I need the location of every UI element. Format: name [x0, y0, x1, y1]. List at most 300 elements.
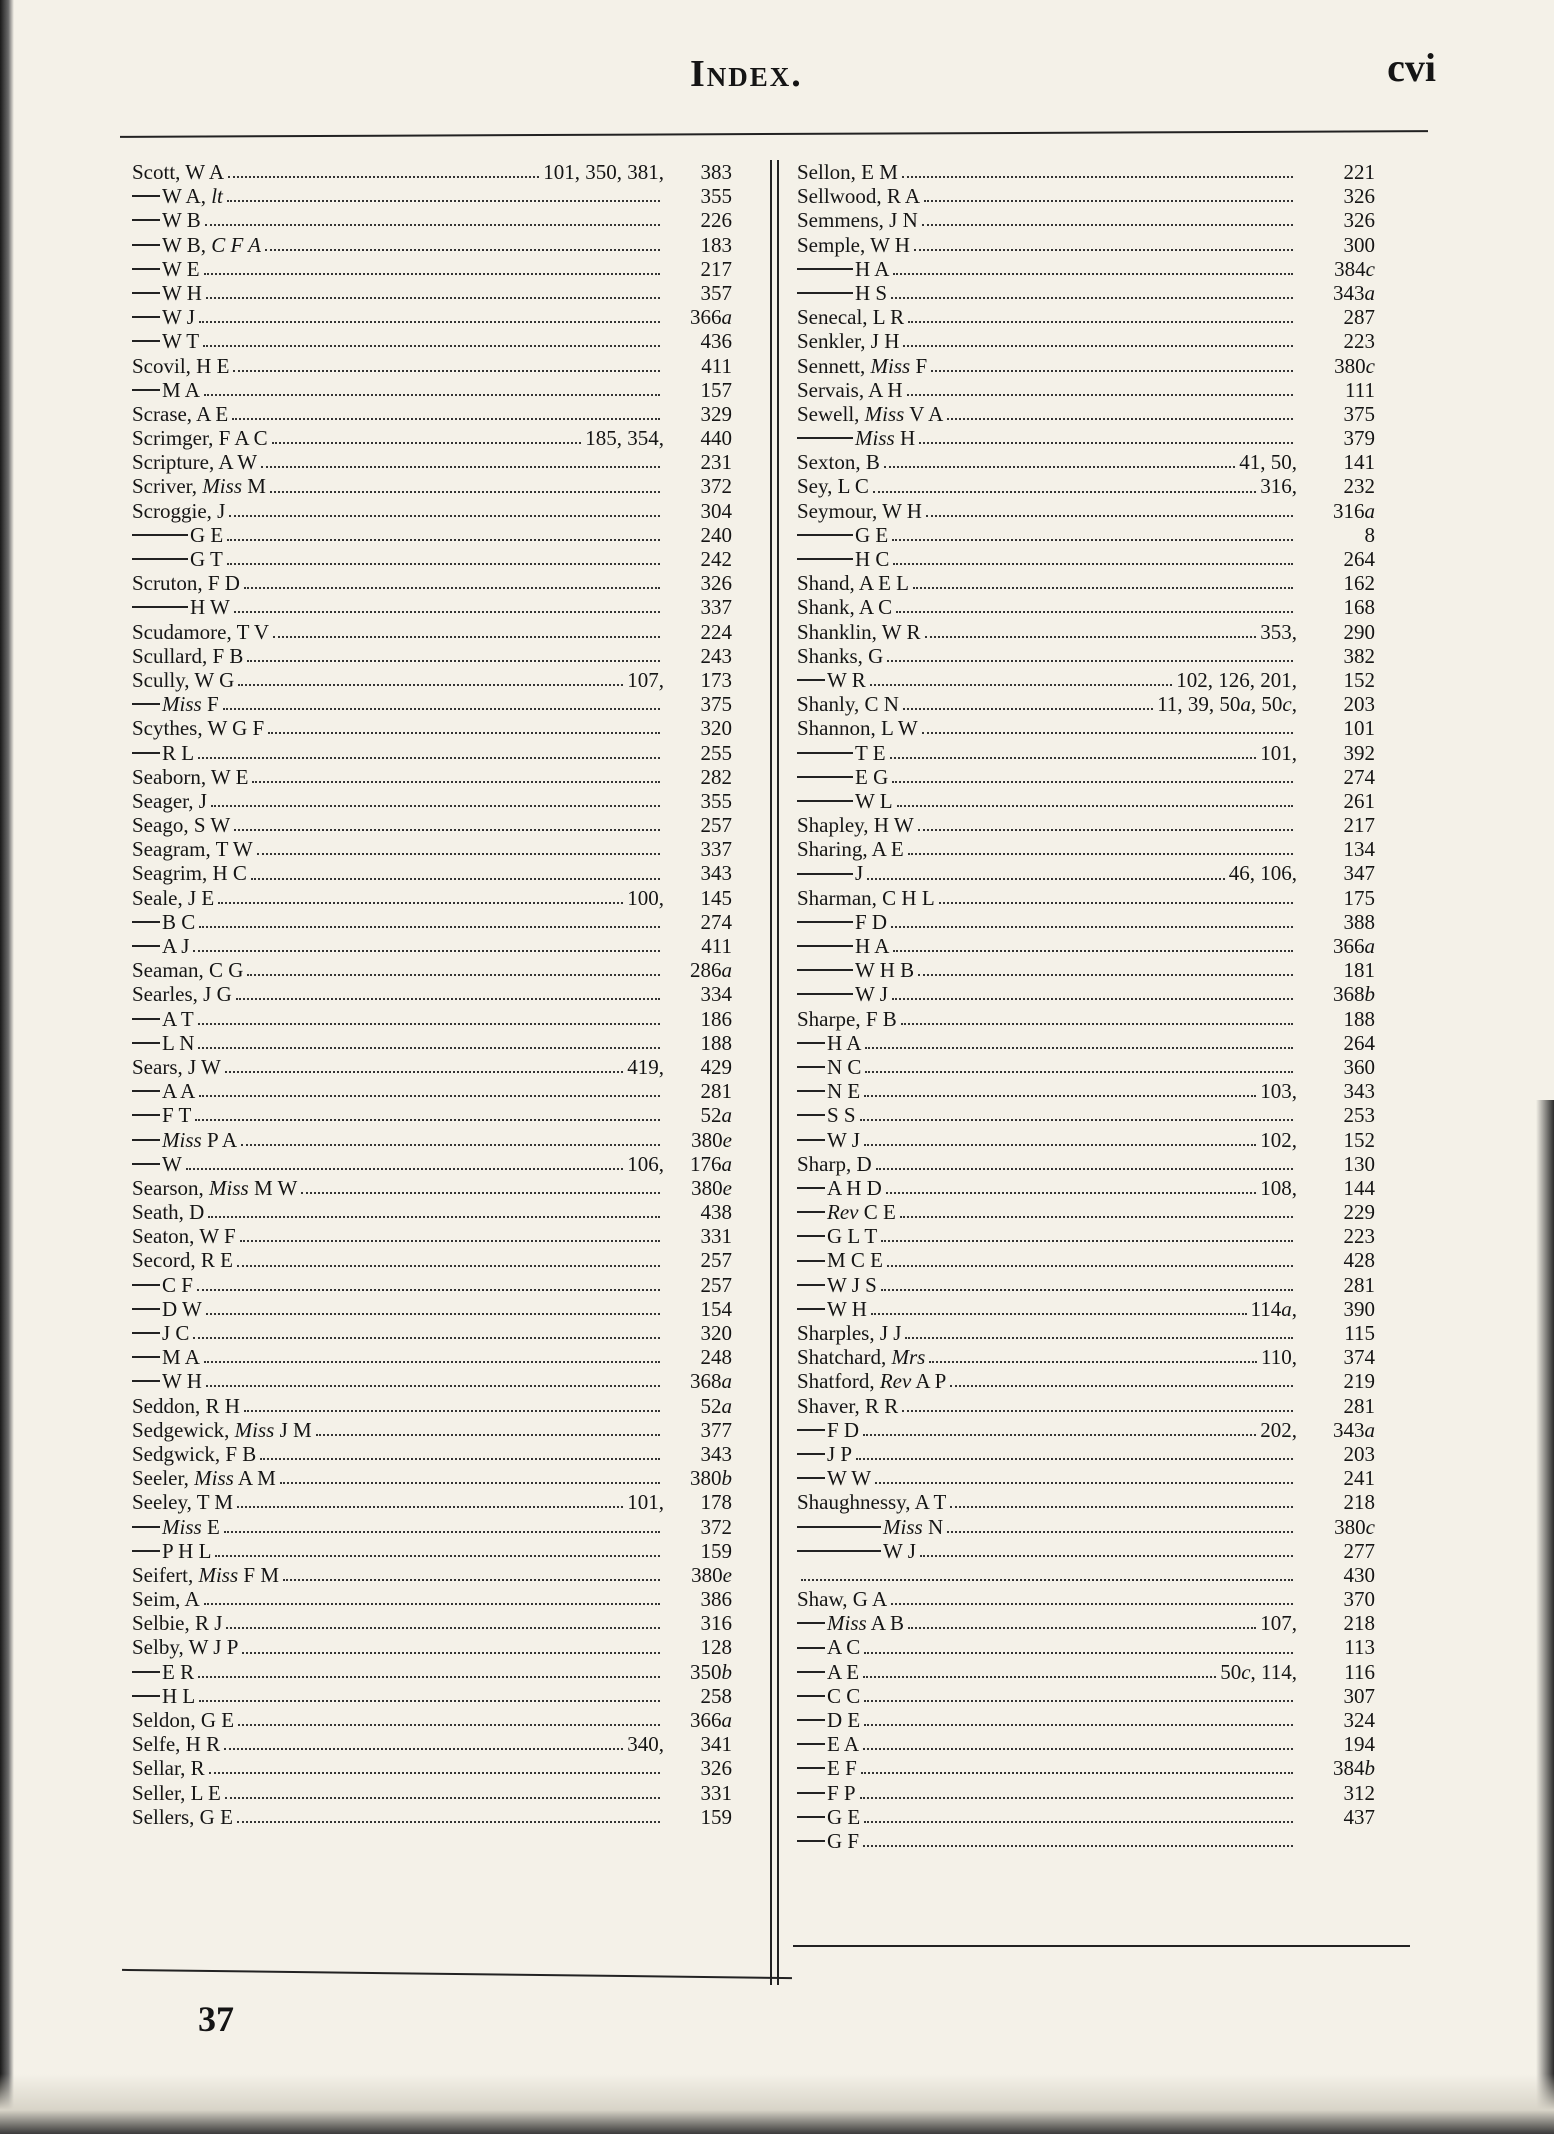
dot-leader [929, 1361, 1257, 1363]
entry-page: 375 [700, 692, 732, 717]
dot-leader [913, 587, 1293, 589]
entry-page: 241 [1343, 1466, 1375, 1491]
entry-page: 223 [1343, 329, 1375, 354]
repeat-dash [132, 1163, 160, 1165]
dot-leader [225, 1071, 623, 1073]
dot-leader [950, 1506, 1293, 1508]
dot-leader [908, 853, 1293, 855]
entry-page: 366a [1333, 934, 1375, 958]
entry-page: 337 [700, 595, 732, 620]
index-entry [132, 281, 732, 305]
entry-name: Shatchard, Mrs [797, 1345, 926, 1370]
repeat-dash [797, 1743, 825, 1745]
dot-leader [926, 515, 1293, 517]
entry-page: 430 [1343, 1562, 1375, 1587]
entry-page: 355 [700, 184, 732, 209]
dot-leader [193, 950, 660, 952]
header-rule [120, 130, 1428, 138]
dot-leader [918, 974, 1293, 976]
index-entry [797, 1248, 1375, 1272]
index-entry [132, 1176, 732, 1200]
index-entry [132, 716, 732, 740]
entry-name: G E [855, 522, 889, 547]
index-entry [797, 1442, 1375, 1466]
entry-name: M A [162, 377, 200, 402]
dot-leader [197, 1289, 660, 1291]
index-entry [797, 789, 1375, 813]
entry-name: Seath, D [132, 1200, 205, 1225]
entry-name: E G [855, 764, 889, 789]
dot-leader [270, 491, 660, 493]
dot-leader [208, 1216, 660, 1218]
repeat-dash [797, 292, 853, 294]
dot-leader [870, 684, 1173, 686]
entry-page: 162 [1343, 571, 1375, 596]
entry-page: 178 [700, 1490, 732, 1515]
entry-page: 334 [700, 982, 732, 1007]
index-entry [132, 692, 732, 716]
dot-leader [884, 466, 1235, 468]
index-entry [797, 765, 1375, 789]
entry-page: 372 [700, 474, 732, 499]
index-entry [132, 208, 732, 232]
entry-name: H A [855, 934, 890, 958]
entry-page: 218 [1343, 1611, 1375, 1636]
entry-name: E A [827, 1732, 860, 1757]
entry-name: J C [162, 1321, 190, 1345]
entry-page: 440 [700, 426, 732, 451]
index-entry [132, 620, 732, 644]
dot-leader [247, 660, 660, 662]
index-entry [797, 1297, 1375, 1321]
entry-name: Sewell, Miss V A [797, 401, 944, 426]
index-entry [797, 934, 1375, 958]
index-entry [132, 1539, 732, 1563]
repeat-dash [797, 921, 853, 923]
index-entry [797, 305, 1375, 329]
dot-leader [227, 200, 660, 202]
index-entry [797, 1466, 1375, 1490]
index-column-right [797, 160, 1375, 1853]
entry-name: W B [162, 208, 201, 233]
index-entry [797, 910, 1375, 934]
dot-leader [890, 757, 1257, 759]
dot-leader [891, 1603, 1293, 1605]
dot-leader [871, 1313, 1247, 1315]
entry-page: 203 [1343, 692, 1375, 717]
index-entry [797, 474, 1375, 498]
footer-rule-right [793, 1945, 1410, 1947]
dot-leader [950, 1385, 1293, 1387]
dot-leader [215, 1555, 660, 1557]
dot-leader [242, 1652, 660, 1654]
entry-name: Seaton, W F [132, 1224, 236, 1249]
dot-leader [218, 902, 623, 904]
entry-page: 232 [1343, 474, 1375, 499]
entry-page: 368b [1333, 982, 1375, 1007]
entry-page: 144 [1343, 1175, 1375, 1200]
dot-leader [947, 418, 1293, 420]
repeat-dash [797, 1719, 825, 1721]
entry-name: M A [162, 1345, 200, 1370]
index-entry [132, 668, 732, 692]
entry-page: 331 [700, 1780, 732, 1805]
index-entry [132, 1369, 732, 1393]
dot-leader [224, 1748, 623, 1750]
entry-name: Sharples, J J [797, 1321, 902, 1345]
entry-page: 329 [700, 401, 732, 426]
dot-leader [229, 515, 660, 517]
entry-name: Scully, W G [132, 667, 235, 692]
index-entry [797, 571, 1375, 595]
repeat-dash [132, 703, 160, 705]
entry-page: 181 [1343, 958, 1375, 983]
entry-page: 372 [700, 1514, 732, 1539]
entry-name: N E [827, 1079, 861, 1104]
entry-page: 257 [700, 813, 732, 838]
entry-name: W L [855, 788, 893, 813]
index-entry [132, 1442, 732, 1466]
repeat-dash [797, 1114, 825, 1116]
dot-leader [863, 1434, 1256, 1436]
entry-page: 368a [690, 1369, 732, 1394]
entry-page: 360 [1343, 1054, 1375, 1079]
index-entry [797, 982, 1375, 1006]
index-entry [132, 1200, 732, 1224]
repeat-dash [797, 1526, 881, 1528]
dot-leader [891, 297, 1293, 299]
entry-name: Seagrim, H C [132, 861, 247, 886]
entry-name: Shanklin, W R [797, 619, 921, 644]
repeat-dash [797, 268, 853, 270]
dot-leader [918, 829, 1293, 831]
entry-page: 152 [1343, 1127, 1375, 1152]
dot-leader [186, 1168, 623, 1170]
entry-name: W A, lt [162, 184, 223, 209]
dot-leader [865, 1071, 1293, 1073]
index-entry [132, 1224, 732, 1248]
entry-refs: 41, 50, [1239, 450, 1297, 475]
repeat-dash [132, 752, 160, 754]
index-entry [797, 547, 1375, 571]
page-number: cvi [1387, 45, 1436, 90]
entry-page: 436 [700, 329, 732, 354]
index-entry [797, 837, 1375, 861]
entry-name: W J [162, 305, 195, 330]
entry-refs: 101, [1260, 740, 1297, 765]
index-entry [797, 1611, 1375, 1635]
entry-name: Scovil, H E [132, 353, 230, 378]
entry-page: 380c [1334, 353, 1375, 378]
index-entry [132, 1007, 732, 1031]
column-divider [770, 160, 772, 1985]
dot-leader [922, 224, 1293, 226]
entry-name: A T [162, 1006, 194, 1031]
entry-refs: 107, [1260, 1611, 1297, 1636]
dot-leader [873, 491, 1256, 493]
index-entry [797, 1660, 1375, 1684]
entry-name: T E [855, 740, 886, 765]
repeat-dash [797, 1066, 825, 1068]
dot-leader [228, 176, 539, 178]
dot-leader [234, 611, 660, 613]
repeat-dash [132, 1695, 160, 1697]
dot-leader [876, 1168, 1293, 1170]
index-entry [797, 1152, 1375, 1176]
entry-name: Seaborn, W E [132, 764, 249, 789]
entry-name: L N [162, 1030, 195, 1055]
index-entry [132, 354, 732, 378]
entry-page: 248 [700, 1345, 732, 1370]
entry-page: 218 [1343, 1490, 1375, 1515]
entry-name: W H B [855, 958, 915, 983]
index-entry [132, 644, 732, 668]
page-title: Index. [690, 53, 803, 95]
index-entry [132, 1708, 732, 1732]
dot-leader [273, 636, 660, 638]
entry-name: Senecal, L R [797, 305, 905, 330]
dot-leader [892, 539, 1293, 541]
entry-name: F P [827, 1780, 856, 1805]
index-entry [797, 523, 1375, 547]
dot-leader [893, 950, 1293, 952]
entry-name: E F [827, 1756, 857, 1781]
index-entry [132, 160, 732, 184]
index-entry [797, 1756, 1375, 1780]
index-entry [797, 595, 1375, 619]
entry-refs: 11, 39, 50a, 50c, [1157, 692, 1297, 717]
index-entry [132, 184, 732, 208]
index-entry [132, 886, 732, 910]
dot-leader [236, 998, 660, 1000]
index-entry [132, 910, 732, 934]
dot-leader [224, 1531, 660, 1533]
index-entry [797, 886, 1375, 910]
entry-page: 253 [1343, 1103, 1375, 1128]
dot-leader [193, 1337, 660, 1339]
entry-name: Scudamore, T V [132, 619, 270, 644]
index-entry [797, 329, 1375, 353]
entry-name: W H [162, 1369, 202, 1394]
dot-leader [863, 1748, 1293, 1750]
dot-leader [919, 442, 1293, 444]
entry-refs: 100, [627, 885, 664, 910]
index-entry [797, 281, 1375, 305]
entry-name: W E [162, 256, 200, 281]
dot-leader [280, 1482, 660, 1484]
entry-refs: 101, [627, 1490, 664, 1515]
entry-page: 255 [700, 740, 732, 765]
entry-name: Secord, R E [132, 1248, 233, 1273]
index-entry [132, 571, 732, 595]
dot-leader [195, 1119, 660, 1121]
entry-name: Miss P A [162, 1127, 238, 1152]
entry-name: Miss H [855, 426, 916, 451]
repeat-dash [132, 606, 188, 608]
repeat-dash [797, 800, 853, 802]
dot-leader [204, 273, 660, 275]
entry-page: 392 [1343, 740, 1375, 765]
entry-name: G E [190, 522, 224, 547]
entry-page: 188 [700, 1030, 732, 1055]
index-entry [797, 184, 1375, 208]
entry-name: Selbie, R J [132, 1611, 223, 1636]
entry-name: F D [827, 1417, 860, 1442]
entry-page: 221 [1343, 160, 1375, 184]
entry-page: 115 [1344, 1321, 1375, 1345]
dot-leader [225, 1797, 660, 1799]
dot-leader [856, 1458, 1293, 1460]
repeat-dash [132, 534, 188, 536]
entry-page: 154 [700, 1296, 732, 1321]
dot-leader [939, 902, 1293, 904]
entry-page: 186 [700, 1006, 732, 1031]
repeat-dash [132, 195, 160, 197]
entry-page: 274 [1343, 764, 1375, 789]
entry-name: Shaw, G A [797, 1587, 888, 1612]
index-entry [132, 1031, 732, 1055]
repeat-dash [132, 1284, 160, 1286]
entry-name: W H [827, 1296, 867, 1321]
index-entry [132, 1248, 732, 1272]
repeat-dash [132, 1090, 160, 1092]
entry-page: 379 [1343, 426, 1375, 451]
repeat-dash [797, 1840, 825, 1842]
entry-name: H C [855, 547, 890, 571]
entry-page: 383 [700, 160, 732, 184]
entry-name: Semple, W H [797, 232, 910, 257]
repeat-dash [132, 316, 160, 318]
repeat-dash [132, 1380, 160, 1382]
repeat-dash [132, 1018, 160, 1020]
entry-page: 374 [1343, 1345, 1375, 1370]
entry-page: 217 [700, 256, 732, 281]
repeat-dash [797, 558, 853, 560]
entry-page: 159 [700, 1538, 732, 1563]
entry-page: 388 [1343, 909, 1375, 934]
repeat-dash [132, 292, 160, 294]
index-entry [132, 1515, 732, 1539]
repeat-dash [797, 534, 853, 536]
repeat-dash [797, 776, 853, 778]
repeat-dash [132, 1671, 160, 1673]
index-entry [132, 1152, 732, 1176]
entry-page: 52a [700, 1103, 732, 1128]
index-entry [797, 378, 1375, 402]
entry-name: Scroggie, J [132, 498, 226, 523]
repeat-dash [797, 873, 853, 875]
dot-leader [931, 370, 1293, 372]
index-entry [132, 1635, 732, 1659]
entry-page: 173 [700, 667, 732, 692]
dot-leader [864, 1144, 1256, 1146]
repeat-dash [132, 558, 188, 560]
index-entry [132, 233, 732, 257]
entry-page: 286a [690, 958, 732, 983]
entry-name: Sedgwick, F B [132, 1441, 257, 1466]
index-entry [797, 644, 1375, 668]
entry-name: Shatford, Rev A P [797, 1369, 947, 1394]
repeat-dash [797, 1792, 825, 1794]
entry-name: A H D [827, 1175, 882, 1200]
entry-page: 380b [690, 1466, 732, 1491]
index-entry [797, 958, 1375, 982]
dot-leader [920, 1555, 1293, 1557]
repeat-dash [797, 993, 853, 995]
dot-leader [238, 1724, 660, 1726]
index-entry [797, 1394, 1375, 1418]
dot-leader [198, 1047, 660, 1049]
repeat-dash [132, 1526, 160, 1528]
index-entry [797, 1539, 1375, 1563]
index-entry [797, 1007, 1375, 1031]
index-entry [797, 1684, 1375, 1708]
dot-leader [198, 1023, 660, 1025]
entry-page: 264 [1343, 1030, 1375, 1055]
dot-leader [232, 418, 660, 420]
index-entry [797, 668, 1375, 692]
entry-page: 8 [1364, 522, 1375, 547]
entry-page: 347 [1343, 861, 1375, 886]
entry-name: G F [827, 1828, 860, 1853]
index-entry [132, 1660, 732, 1684]
index-entry [797, 741, 1375, 765]
entry-name: Shanly, C N [797, 692, 899, 717]
entry-name: Seldon, G E [132, 1708, 235, 1732]
entry-page: 343a [1333, 1417, 1375, 1442]
dot-leader [238, 684, 623, 686]
entry-name: W R [827, 667, 866, 692]
footer-rule [122, 1969, 792, 1979]
entry-name: Sellwood, R A [797, 184, 921, 209]
index-entry [132, 861, 732, 885]
dot-leader [881, 1289, 1293, 1291]
entry-name: Seeler, Miss A M [132, 1466, 276, 1491]
repeat-dash [797, 945, 853, 947]
repeat-dash [797, 1647, 825, 1649]
index-entry [132, 813, 732, 837]
repeat-dash [132, 1308, 160, 1310]
entry-page: 384b [1333, 1756, 1375, 1781]
entry-page: 264 [1343, 547, 1375, 571]
index-entry [797, 620, 1375, 644]
entry-name: Rev C E [827, 1200, 896, 1225]
index-entry [132, 1732, 732, 1756]
entry-page: 316a [1333, 498, 1375, 523]
repeat-dash [132, 340, 160, 342]
index-entry [132, 1128, 732, 1152]
entry-page: 141 [1343, 450, 1375, 475]
index-entry [132, 1756, 732, 1780]
dot-leader [891, 926, 1293, 928]
entry-page: 231 [700, 450, 732, 475]
dot-leader [205, 224, 660, 226]
dot-leader [896, 611, 1293, 613]
index-entry [132, 450, 732, 474]
entry-name: W J [855, 982, 888, 1007]
index-entry [132, 837, 732, 861]
entry-refs: 114a, [1250, 1296, 1297, 1321]
entry-name: Miss N [883, 1514, 944, 1539]
dot-leader [211, 805, 660, 807]
repeat-dash [132, 1332, 160, 1334]
entry-page: 324 [1343, 1708, 1375, 1732]
entry-page: 116 [1344, 1659, 1375, 1684]
entry-name: Seager, J [132, 788, 207, 813]
entry-page: 350b [690, 1659, 732, 1684]
entry-refs: 106, [627, 1151, 664, 1176]
dot-leader [902, 176, 1293, 178]
